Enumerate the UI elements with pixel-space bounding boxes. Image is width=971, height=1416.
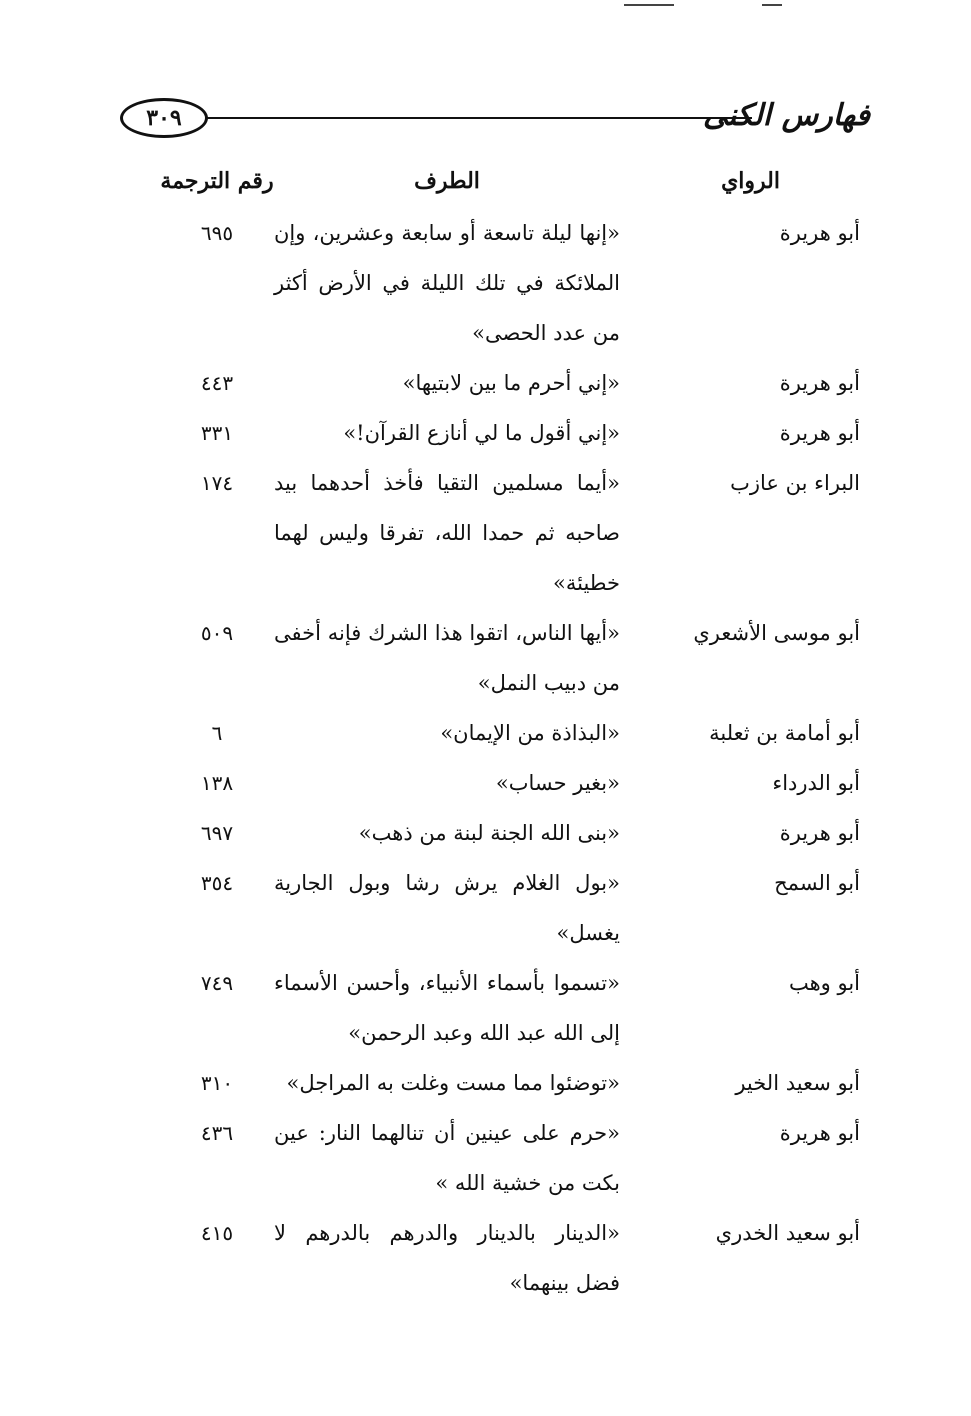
column-header-text: الطرف	[414, 168, 480, 194]
entry-number-cell: ٤١٥	[200, 1221, 234, 1245]
entry-number-cell: ٦٩٥	[200, 221, 234, 245]
hadith-text-cell: «توضئوا مما مست وغلت به المراجل»	[286, 1071, 620, 1095]
hadith-text-cell: «أيما مسلمين التقيا فأخذ أحدهما بيد صاحبه ثم حمدا الله، تفرقا وليس لهما خطيئة»	[274, 471, 620, 595]
entry-number-cell: ٧٤٩	[200, 971, 234, 995]
narrator-cell: أبو هريرة	[779, 221, 860, 245]
column-header-narrator: الرواي	[721, 168, 780, 194]
hadith-text-cell: «البذاذة من الإيمان»	[440, 721, 620, 745]
narrator-cell: أبو الدرداء	[772, 771, 860, 795]
narrator-cell: أبو السمح	[774, 871, 860, 895]
hadith-text-cell: «بول الغلام يرش رشا وبول الجارية يغسل»	[274, 871, 620, 945]
table-header-row	[120, 158, 860, 208]
scan-mark	[762, 4, 782, 6]
entry-number-cell: ٥٠٩	[200, 621, 234, 645]
entry-number-cell: ٤٤٣	[200, 371, 234, 395]
column-header-number: رقم الترجمة	[160, 168, 274, 194]
entry-number-cell: ١٣٨	[200, 771, 234, 795]
narrator-cell: أبو هريرة	[779, 821, 860, 845]
table-row	[120, 758, 860, 808]
table-row	[120, 458, 860, 608]
narrator-cell: أبو وهب	[788, 971, 860, 995]
table-row	[120, 708, 860, 758]
narrator-cell: أبو سعيد الخير	[735, 1071, 860, 1095]
table-row	[120, 358, 860, 408]
narrator-cell: أبو موسى الأشعري	[693, 621, 860, 645]
hadith-text-cell: «حرم على عينين أن تنالهما النار: عين بكت من خشية الله »	[274, 1121, 620, 1195]
narrator-cell: أبو أمامة بن ثعلبة	[709, 721, 860, 745]
page-number: ٣٠٩	[146, 105, 182, 131]
entry-number-cell: ٤٣٦	[200, 1121, 234, 1145]
index-table	[120, 158, 860, 1308]
table-row	[120, 958, 860, 1058]
running-head	[110, 92, 870, 146]
table-row	[120, 408, 860, 458]
narrator-cell: البراء بن عازب	[730, 471, 860, 495]
hadith-text-cell: «إني أقول ما لي أنازع القرآن!»	[343, 421, 620, 445]
entry-number-cell: ٦٩٧	[200, 821, 234, 845]
table-row	[120, 1208, 860, 1308]
entry-number-cell: ٦	[211, 721, 223, 745]
narrator-cell: أبو هريرة	[779, 371, 860, 395]
hadith-text-cell: «أيها الناس، اتقوا هذا الشرك فإنه أخفى من دبيب النمل»	[274, 621, 620, 695]
hadith-text-cell: «بنى الله الجنة لبنة من ذهب»	[358, 821, 620, 845]
page-number-badge	[120, 98, 208, 138]
hadith-text-cell: «بغير حساب»	[495, 771, 620, 795]
table-row	[120, 208, 860, 358]
entry-number-cell: ٣٣١	[200, 421, 234, 445]
narrator-cell: أبو سعيد الخدري	[715, 1221, 860, 1245]
table-row	[120, 1108, 860, 1208]
hadith-text-cell: «تسموا بأسماء الأنبياء، وأحسن الأسماء إلى الله عبد الله وعبد الرحمن»	[274, 971, 620, 1045]
narrator-cell: أبو هريرة	[779, 1121, 860, 1145]
entry-number-cell: ٣١٠	[200, 1071, 234, 1095]
narrator-cell: أبو هريرة	[779, 421, 860, 445]
hadith-text-cell: «الدينار بالدينار والدرهم بالدرهم لا فضل بينهما»	[274, 1221, 620, 1295]
table-row	[120, 858, 860, 958]
table-row	[120, 608, 860, 708]
entry-number-cell: ٣٥٤	[200, 871, 234, 895]
header-rule	[206, 117, 752, 119]
running-title: فهارس الكنى	[703, 98, 870, 133]
table-row	[120, 808, 860, 858]
hadith-text-cell: «إني أحرم ما بين لابتيها»	[402, 371, 620, 395]
scan-mark	[624, 4, 674, 6]
table-row	[120, 1058, 860, 1108]
hadith-text-cell: «إنها ليلة تاسعة أو سابعة وعشرين، وإن الملائكة في تلك الليلة في الأرض أكثر من عدد الحصى»	[274, 221, 620, 345]
entry-number-cell: ١٧٤	[200, 471, 234, 495]
